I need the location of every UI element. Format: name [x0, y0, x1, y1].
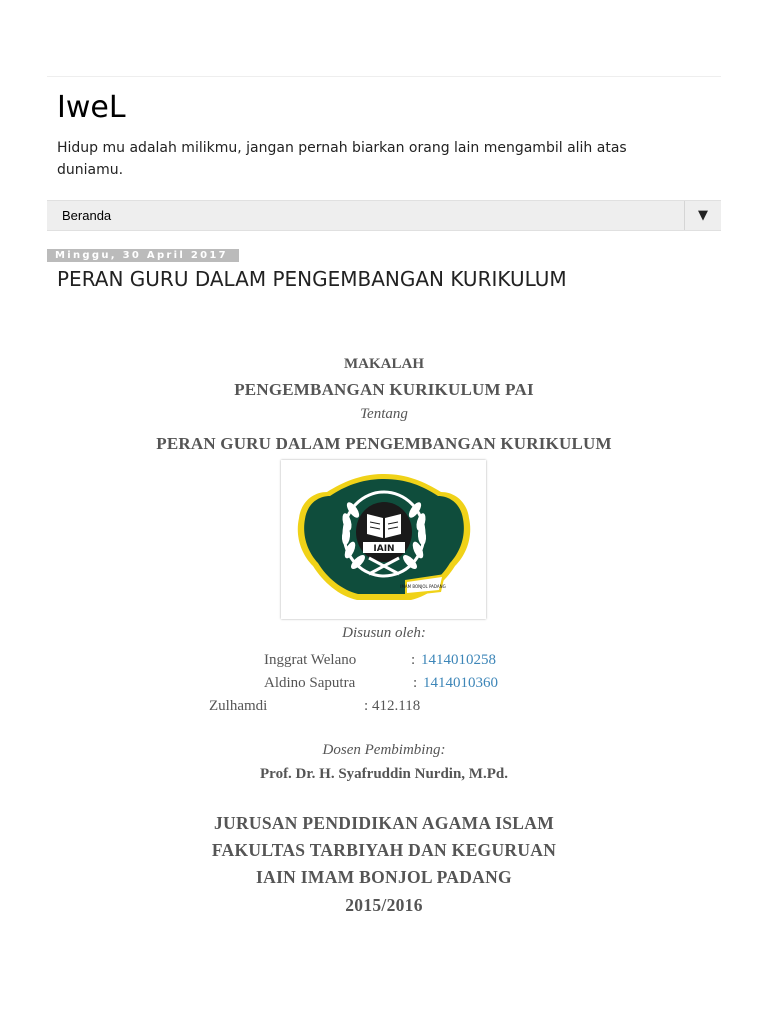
author-id-link[interactable]: 1414010360 — [423, 675, 498, 691]
authors-label: Disusun oleh: — [342, 625, 426, 641]
author-id-link[interactable]: 1414010258 — [421, 652, 496, 668]
doc-course: PENGEMBANGAN KURIKULUM PAI — [234, 380, 534, 399]
advisor-label: Dosen Pembimbing: — [322, 742, 446, 758]
doc-about-label: Tentang — [360, 406, 408, 422]
institution-name: IAIN IMAM BONJOL PADANG — [256, 867, 512, 887]
advisor-name: Prof. Dr. H. Syafruddin Nurdin, M.Pd. — [260, 766, 508, 782]
author-separator: : — [364, 698, 369, 714]
blog-description: Hidup mu adalah milikmu, jangan pernah biarkan orang lain mengambil alih atas duniamu. — [57, 140, 627, 178]
author-name: Aldino Saputra — [264, 675, 356, 691]
nav-dropdown-arrow-icon[interactable]: ▼ — [684, 201, 721, 230]
post-title[interactable]: PERAN GURU DALAM PENGEMBANGAN KURIKULUM — [57, 267, 567, 291]
institution-year: 2015/2016 — [345, 895, 423, 915]
author-separator: : — [413, 675, 418, 691]
author-name: Inggrat Welano — [264, 652, 357, 668]
author-id: 412.118 — [372, 698, 421, 714]
author-name: Zulhamdi — [209, 698, 268, 714]
nav-home-link[interactable]: Beranda — [62, 208, 112, 223]
post-date-header: Minggu, 30 April 2017 — [47, 249, 239, 262]
author-separator: : — [411, 652, 416, 668]
svg-text:IMAM BONJOL PADANG: IMAM BONJOL PADANG — [400, 584, 446, 589]
doc-title: PERAN GURU DALAM PENGEMBANGAN KURIKULUM — [156, 434, 612, 453]
blog-title[interactable]: IweL — [57, 90, 126, 125]
institution-faculty: FAKULTAS TARBIYAH DAN KEGURUAN — [211, 840, 557, 860]
iain-emblem-icon — [295, 470, 473, 610]
institution-department: JURUSAN PENDIDIKAN AGAMA ISLAM — [213, 813, 555, 833]
svg-text:IAIN: IAIN — [373, 544, 395, 554]
header-divider — [47, 76, 721, 77]
nav-bar — [47, 200, 721, 231]
logo-image[interactable] — [281, 460, 486, 619]
doc-type-label: MAKALAH — [344, 356, 424, 372]
